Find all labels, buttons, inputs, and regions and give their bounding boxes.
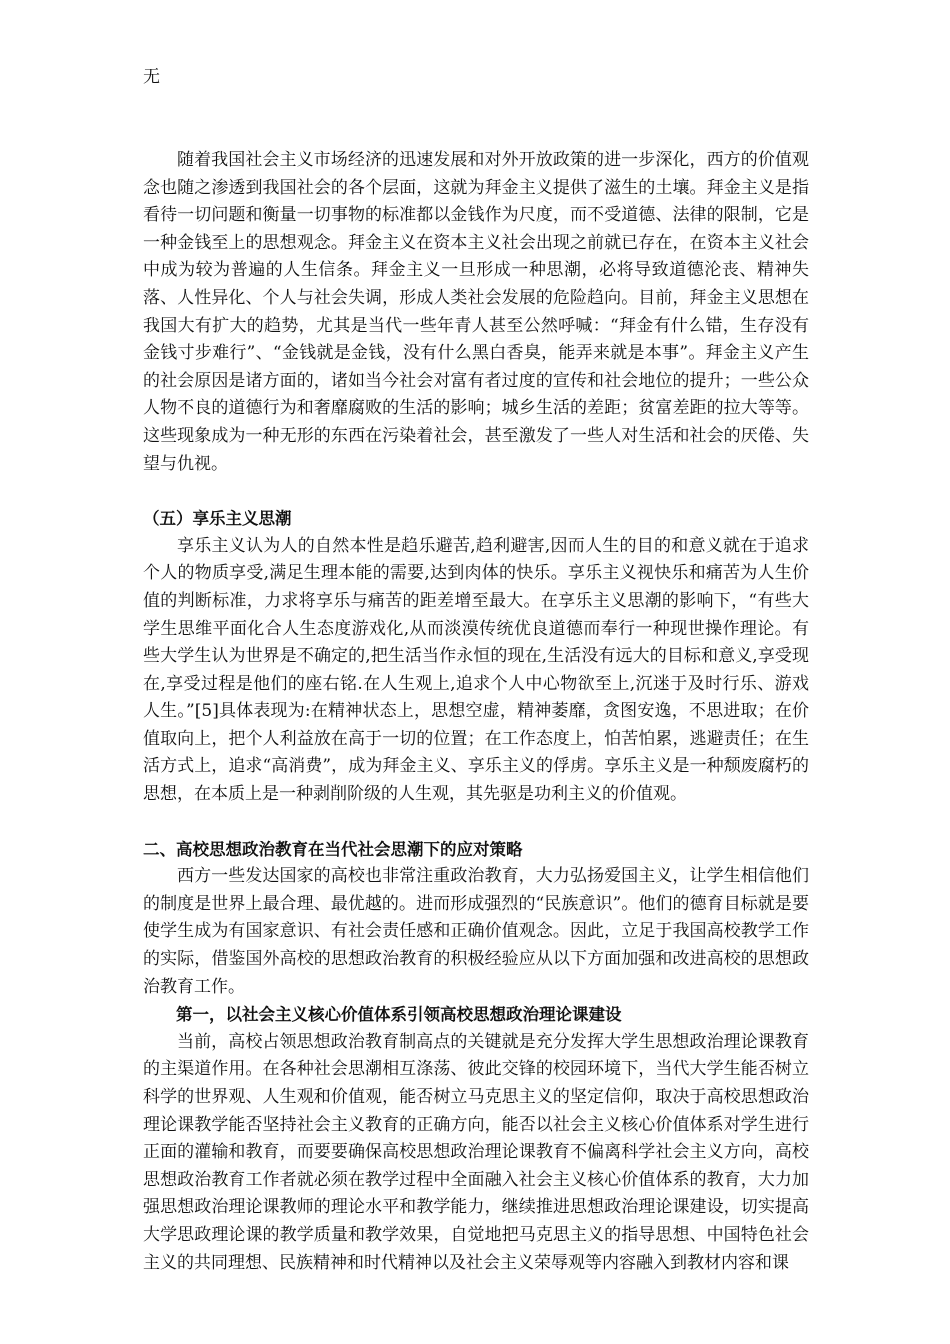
- paragraph-hedonism: 享乐主义认为人的自然本性是趋乐避苦,趋利避害,因而人生的目的和意义就在于追求个人的物质享受,满足生理本能的需要,达到肉体的快乐。享乐主义视快乐和痛苦为人生价值的判断标准，力求将享乐与痛苦的距差增至最大。在享乐主义思潮的影响下，“有些大学生思维平面化合人生态度游戏化,从而淡漠传统优良道德而奉行一种现世操作理论。有些大学生认为世界是不确定的,把生活当作永恒的现在,生活没有远大的目标和意义,享受现在,享受过程是他们的座右铭.在人生观上,追求个人中心物欲至上,沉迷于及时行乐、游戏人生。”[5]具体表现为:在精神状态上，思想空虚，精神萎靡，贪图安逸，不思进取；在价值取向上，把个人利益放在高于一切的位置；在工作态度上，怕苦怕累，逃避责任；在生活方式上，追求“高消费”，成为拜金主义、享乐主义的俘虏。享乐主义是一种颓废腐朽的思想，在本质上是一种剥削阶级的人生观，其先驱是功利主义的价值观。: [143, 535, 809, 805]
- header-mark: 无: [143, 67, 160, 87]
- paragraph-gap: [143, 809, 809, 836]
- paragraph-first-strategy: 当前，高校占领思想政治教育制高点的关键就是充分发挥大学生思想政治理论课教育的主渠道作用。在各种社会思潮相互涤荡、彼此交锋的校园环境下，当代大学生能否树立科学的世界观、人生观和价值观，能否树立马克思主义的坚定信仰，取决于高校思想政治理论课教学能否坚持社会主义教育的正确方向，能否以社会主义核心价值体系对学生进行正面的灌输和教育，而要要确保高校思想政治理论课教育不偏离科学社会主义方向，高校思想政治教育工作者就必须在教学过程中全面融入社会主义核心价值体系的教育，大力加强思想政治理论课教师的理论水平和教学能力，继续推进思想政治理论课建设，切实提高大学思政理论课的教学质量和教学效果，自觉地把马克思主义的指导思想、中国特色社会主义的共同理想、民族精神和时代精神以及社会主义荣辱观等内容融入到教材内容和课: [143, 1031, 809, 1273]
- subheading-first-strategy: 第一，以社会主义核心价值体系引领高校思想政治理论课建设: [176, 1005, 622, 1025]
- document-body: [143, 147, 809, 1277]
- paragraph-gap: [143, 478, 809, 505]
- paragraph-western-education: 西方一些发达国家的高校也非常注重政治教育，大力弘扬爱国主义，让学生相信他们的制度是世界上最合理、最优越的。进而形成强烈的“民族意识”。他们的德育目标就是要使学生成为有国家意识、有社会责任感和正确价值观念。因此，立足于我国高校教学工作的实际，借鉴国外高校的思想政治教育的积极经验应从以下方面加强和改进高校的思想政治教育工作。: [143, 866, 809, 997]
- paragraph-money-worship: 随着我国社会主义市场经济的迅速发展和对外开放政策的进一步深化，西方的价值观念也随之渗透到我国社会的各个层面，这就为拜金主义提供了滋生的土壤。拜金主义是指看待一切问题和衡量一切事物的标准都以金钱作为尺度，而不受道德、法律的限制，它是一种金钱至上的思想观念。拜金主义在资本主义社会出现之前就已存在，在资本主义社会中成为较为普遍的人生信条。拜金主义一旦形成一种思潮，必将导致道德沦丧、精神失落、人性异化、个人与社会失调，形成人类社会发展的危险趋向。目前，拜金主义思想在我国大有扩大的趋势，尤其是当代一些年青人甚至公然呼喊：“拜金有什么错，生存没有金钱寸步难行”、“金钱就是金钱，没有什么黑白香臭，能弄来就是本事”。拜金主义产生的社会原因是诸方面的，诸如当今社会对富有者过度的宣传和社会地位的提升；一些公众人物不良的道德行为和奢靡腐败的生活的影响；城乡生活的差距；贫富差距的拉大等等。这些现象成为一种无形的东西在污染着社会，甚至激发了一些人对生活和社会的厌倦、失望与仇视。: [143, 150, 809, 474]
- section-heading-strategies: 二、高校思想政治教育在当代社会思潮下的应对策略: [143, 839, 523, 859]
- section-heading-hedonism: （五）享乐主义思潮: [143, 509, 292, 529]
